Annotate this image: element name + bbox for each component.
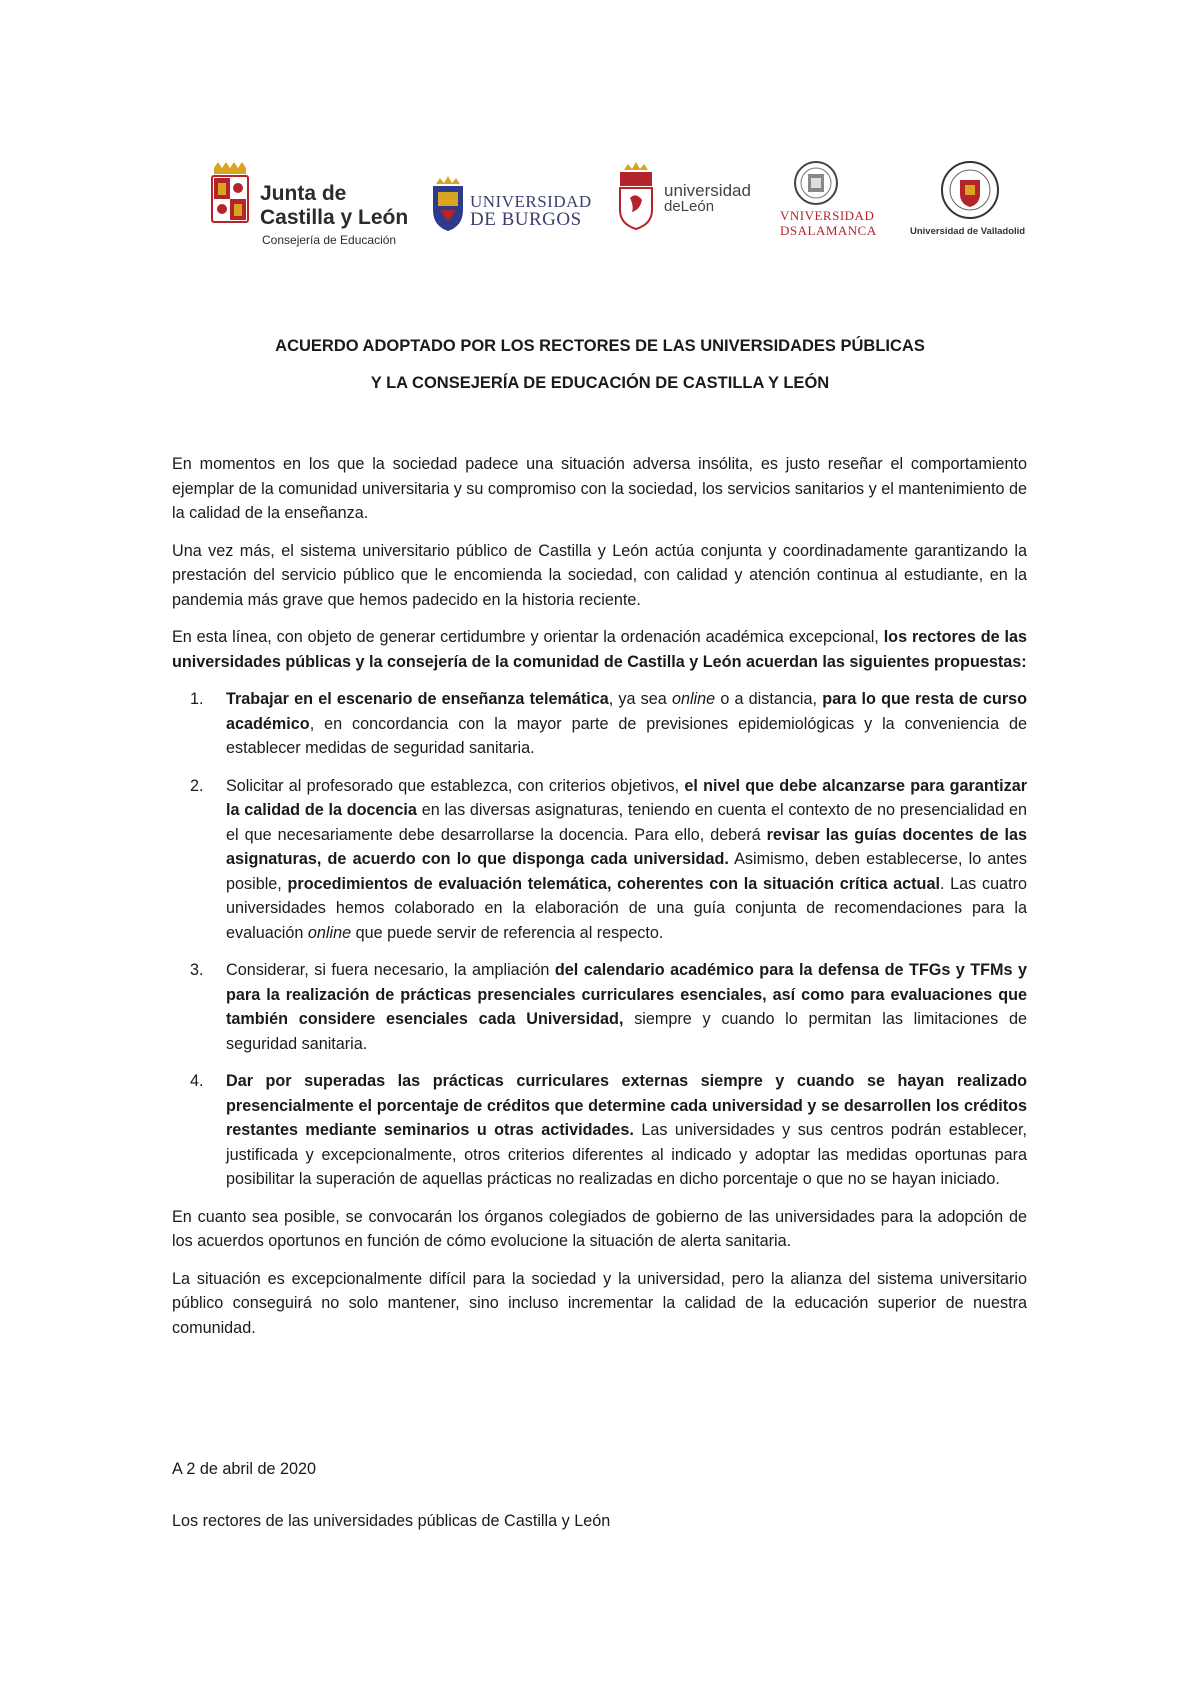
junta-name-line1: Junta de <box>260 182 347 205</box>
document-title-line2: Y LA CONSEJERÍA DE EDUCACIÓN DE CASTILLA Y LEÓN <box>370 374 830 392</box>
proposal-2-text-a: Solicitar al profesorado que establezca, con criterios objetivos, <box>226 776 685 795</box>
salamanca-name-line1: VNIVERSIDAD <box>780 208 875 223</box>
paragraph-5: La situación es excepcionalmente difícil para la sociedad y la universidad, pero la alianza del sistema universitario público conseguirá no solo mantener, sino incluso incrementar la calidad de la educación superior de nuestra comunidad. <box>172 1269 1027 1337</box>
leon-shield-icon <box>616 162 656 230</box>
junta-castilla-leon-logo <box>204 160 409 270</box>
junta-coat-of-arms-icon <box>208 162 252 232</box>
burgos-shield-icon <box>430 176 466 232</box>
universidad-valladolid-logo <box>910 160 1050 270</box>
proposal-2-bold-c: procedimientos de evaluación telemática, coherentes con la situación crítica actual <box>287 874 940 893</box>
paragraph-4: En cuanto sea posible, se convocarán los órganos colegiados de gobierno de las universidades para la adopción de los acuerdos oportunos en función de cómo evolucione la situación de alerta sanitaria. <box>172 1207 1027 1250</box>
proposal-4-bold: Dar por superadas las prácticas curriculares externas siempre y cuando se hayan realizado presencialmente el porcentaje de créditos que determine cada universidad y se desarrollen los créditos restantes mediante seminarios u otras actividades. <box>226 1072 1027 1139</box>
burgos-name-line2: DE BURGOS <box>470 209 582 230</box>
universidad-salamanca-logo <box>780 160 890 270</box>
valladolid-name: Universidad de Valladolid <box>910 226 1026 237</box>
proposal-4-text: Las universidades y sus centros podrán establecer, justificada y excepcionalmente, otros criterios diferentes al indicado y adoptar las medidas oportunas para posibilitar la superación de aquellas prácticas no realizadas en dicho porcentaje o que no se hayan iniciado. <box>226 1121 1027 1188</box>
document-body <box>172 452 1027 1353</box>
document-date: A 2 de abril de 2020 <box>172 1460 317 1478</box>
document-signature: Los rectores de las universidades públicas de Castilla y León <box>172 1512 611 1530</box>
proposal-1-bold-a: Trabajar en el escenario de enseñanza telemática <box>226 690 609 708</box>
proposal-1-italic: online <box>671 690 716 708</box>
salamanca-seal-icon <box>792 160 840 206</box>
proposal-1-text-c: , en concordancia con la mayor parte de previsiones epidemiológicas y la conveniencia de establecer medidas de seguridad sanitaria. <box>226 714 1027 757</box>
paragraph-2: Una vez más, el sistema universitario público de Castilla y León actúa conjunta y coordinadamente garantizando la prestación del servicio público que le encomienda la sociedad, con calidad y atención continua al estudiante, en la pandemia más grave que hemos padecido en la historia reciente. <box>172 541 1027 609</box>
proposal-3-text-a: Considerar, si fuera necesario, la ampliación <box>226 961 555 979</box>
proposal-3-text-b: siempre y cuando lo permitan las limitaciones de seguridad sanitaria. <box>226 1010 1027 1053</box>
leon-name-line2: deLeón <box>664 198 715 215</box>
proposal-number: 2. <box>190 776 204 795</box>
universidad-leon-logo <box>616 160 766 270</box>
paragraph-3-bold: los rectores de las universidades públicas y la consejería de la comunidad de Castilla y León acuerdan las siguientes propuestas: <box>172 628 1027 671</box>
universidad-burgos-logo <box>430 160 590 270</box>
burgos-name-line1: UNIVERSIDAD <box>470 192 592 211</box>
document-title-line1: ACUERDO ADOPTADO POR LOS RECTORES DE LAS UNIVERSIDADES PÚBLICAS <box>275 337 925 355</box>
proposal-1-bold-b: para lo que resta de curso académico <box>226 690 1028 733</box>
proposal-number: 3. <box>190 961 204 979</box>
proposal-item-3 <box>172 958 1027 1056</box>
paragraph-3-intro: En esta línea, con objeto de generar certidumbre y orientar la ordenación académica excepcional, <box>172 628 884 646</box>
proposal-number: 4. <box>190 1072 204 1090</box>
logo-bar <box>204 160 1050 270</box>
proposal-item-4 <box>172 1069 1027 1192</box>
proposal-2-bold-a: el nivel que debe alcanzarse para garantizar la calidad de la docencia <box>226 776 1027 819</box>
proposal-1-text-b: o a distancia, <box>715 690 823 708</box>
proposal-item-1 <box>172 687 1027 761</box>
salamanca-name-line2: DSALAMANCA <box>780 223 877 238</box>
proposal-2-text-e: que puede servir de referencia al respecto. <box>351 923 664 942</box>
proposals-list <box>172 687 1027 1192</box>
proposal-2-italic: online <box>307 923 352 942</box>
paragraph-3 <box>172 625 1027 674</box>
valladolid-seal-icon <box>940 160 1000 220</box>
leon-name-line1: universidad <box>664 181 751 200</box>
proposal-2-text-d: . Las cuatro universidades hemos colaborado en la elaboración de una guía conjunta de recomendaciones para la evaluación <box>226 874 1027 942</box>
proposal-2-bold-b: revisar las guías docentes de las asignaturas, de acuerdo con lo que disponga cada universidad. <box>226 825 1027 868</box>
proposal-3-bold: del calendario académico para la defensa de TFGs y TFMs y para la realización de prácticas presenciales curriculares esenciales, así como para evaluaciones que también considere esenciales cada Universidad, <box>226 961 1027 1028</box>
junta-name-line2: Castilla y León <box>260 206 409 229</box>
proposal-2-text-b: en las diversas asignaturas, teniendo en cuenta el contexto de no presencialidad en el que necesariamente debe desarrollarse la docencia. Para ello, deberá <box>226 801 1027 844</box>
proposal-number: 1. <box>190 690 204 708</box>
proposal-1-text-a: , ya sea <box>608 690 672 708</box>
proposal-2-text-c: Asimismo, deben establecerse, lo antes posible, <box>226 850 1028 893</box>
proposal-item-2 <box>172 774 1027 946</box>
paragraph-1: En momentos en los que la sociedad padece una situación adversa insólita, es justo reseñar el comportamiento ejemplar de la comunidad universitaria y su compromiso con la sociedad, los servicios sanitarios y el mantenimiento de la calidad de la enseñanza. <box>172 455 1027 522</box>
junta-subtitle: Consejería de Educación <box>262 233 397 247</box>
